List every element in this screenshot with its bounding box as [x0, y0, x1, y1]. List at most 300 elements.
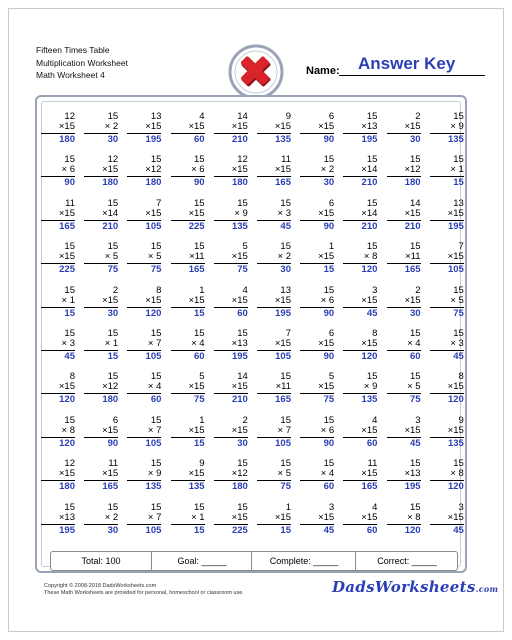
multiplicand: 15: [107, 241, 119, 253]
product-answer: 120: [361, 351, 378, 362]
multiplicand: 14: [237, 371, 248, 383]
multiplicand: 15: [64, 414, 75, 426]
brand-tld: .com: [475, 584, 499, 594]
product-answer: 210: [102, 220, 119, 232]
multiplier: ×15: [430, 382, 464, 394]
multiplicand: 3: [328, 501, 335, 513]
problem-cell: [300, 286, 334, 326]
product-answer: 45: [366, 307, 378, 319]
multiplicand: 15: [107, 111, 119, 122]
problem-cell: [84, 416, 118, 456]
multiplier: × 6: [300, 426, 334, 438]
multiplicand: 15: [107, 197, 119, 209]
multiplier: × 9: [430, 122, 464, 134]
problem-cell: [257, 329, 291, 369]
multiplier: ×15: [214, 513, 248, 525]
problem-cell: [300, 329, 334, 369]
problem-cell: [300, 503, 334, 543]
product-answer: 45: [453, 351, 464, 362]
problem-cell: [41, 242, 75, 282]
multiplier: × 1: [41, 296, 75, 308]
multiplier: × 8: [41, 426, 75, 438]
multiplier: ×15: [387, 296, 421, 308]
multiplier: × 2: [84, 122, 118, 134]
multiplier: ×12: [84, 382, 118, 394]
product-answer: 120: [447, 481, 464, 493]
multiplicand: 15: [366, 197, 378, 209]
multiplier: ×15: [84, 296, 118, 308]
multiplier: ×15: [84, 165, 118, 177]
problem-cell: [343, 503, 377, 543]
problem-cell: [387, 372, 421, 412]
multiplicand: 15: [323, 284, 335, 296]
problem-cell: [343, 112, 377, 152]
multiplicand: 15: [64, 241, 75, 253]
multiplier: ×15: [214, 296, 248, 308]
problem-cell: [387, 459, 421, 499]
multiplicand: 4: [372, 501, 378, 513]
multiplicand: 15: [366, 241, 378, 253]
product-answer: 105: [447, 264, 464, 276]
product-answer: 180: [231, 177, 248, 189]
multiplicand: 15: [280, 241, 291, 253]
product-answer: 210: [361, 220, 378, 232]
problem-cell: [214, 155, 248, 195]
multiplicand: 5: [199, 371, 205, 383]
multiplier: ×14: [84, 209, 118, 221]
problem-cell: [84, 372, 118, 412]
problem-cell: [343, 416, 377, 456]
answer-key-title: Answer Key: [358, 54, 456, 73]
multiplicand: 11: [281, 154, 291, 166]
problem-cell: [214, 372, 248, 412]
product-answer: 105: [145, 220, 162, 232]
multiplier: ×15: [127, 296, 161, 308]
product-answer: 180: [102, 394, 119, 406]
multiplier: ×15: [300, 122, 334, 134]
brand-name: DadsWorksheets: [332, 578, 476, 596]
product-answer: 15: [107, 351, 119, 362]
product-answer: 30: [410, 134, 421, 145]
problem-cell: [257, 155, 291, 195]
product-answer: 105: [145, 437, 162, 449]
problem-cell: [171, 329, 205, 369]
product-answer: 180: [102, 177, 119, 189]
product-answer: 60: [194, 351, 205, 362]
product-answer: 75: [150, 264, 162, 276]
product-answer: 165: [404, 264, 421, 276]
multiplicand: 15: [453, 284, 464, 296]
product-answer: 210: [404, 220, 421, 232]
multiplier: ×15: [343, 296, 377, 308]
product-answer: 180: [145, 177, 162, 189]
red-x-icon: [228, 44, 284, 100]
multiplier: ×15: [171, 382, 205, 394]
multiplicand: 13: [453, 197, 464, 209]
problem-cell: [214, 329, 248, 369]
problem-cell: [343, 459, 377, 499]
score-bar: [50, 551, 458, 571]
multiplier: × 4: [127, 382, 161, 394]
problem-cell: [214, 459, 248, 499]
problem-cell: [171, 372, 205, 412]
problem-cell: [430, 459, 464, 499]
problem-cell: [127, 155, 161, 195]
multiplicand: 15: [410, 154, 421, 166]
problem-cell: [171, 112, 205, 152]
multiplier: × 4: [300, 469, 334, 481]
problem-cell: [257, 416, 291, 456]
multiplicand: 8: [458, 371, 464, 383]
multiplier: ×15: [127, 122, 161, 134]
multiplier: ×15: [430, 252, 464, 264]
problem-cell: [84, 112, 118, 152]
problem-cell: [430, 329, 464, 369]
product-answer: 60: [194, 134, 205, 145]
problem-cell: [171, 199, 205, 239]
product-answer: 45: [280, 220, 291, 232]
multiplier: ×15: [343, 426, 377, 438]
product-answer: 105: [145, 524, 162, 536]
product-answer: 105: [275, 351, 291, 362]
problem-cell: [300, 459, 334, 499]
multiplicand: 11: [108, 458, 119, 470]
multiplier: ×15: [171, 296, 205, 308]
product-answer: 75: [280, 481, 291, 493]
multiplier: × 3: [257, 209, 291, 221]
product-answer: 90: [194, 177, 205, 189]
problem-cell: [430, 199, 464, 239]
multiplicand: 15: [64, 154, 75, 166]
multiplier: × 5: [257, 469, 291, 481]
problem-cell: [127, 199, 161, 239]
product-answer: 45: [64, 351, 75, 362]
multiplier: × 8: [430, 469, 464, 481]
multiplicand: 2: [415, 111, 421, 122]
product-answer: 105: [145, 351, 162, 362]
problem-cell: [387, 286, 421, 326]
problem-cell: [41, 112, 75, 152]
multiplier: ×15: [430, 209, 464, 221]
multiplicand: 1: [285, 501, 291, 513]
goal-field: Goal: _____: [151, 552, 252, 570]
product-answer: 15: [323, 264, 335, 276]
multiplier: × 9: [214, 209, 248, 221]
problem-cell: [300, 199, 334, 239]
product-answer: 75: [194, 394, 205, 406]
multiplier: × 4: [387, 339, 421, 351]
multiplicand: 11: [367, 458, 378, 470]
multiplicand: 1: [328, 241, 335, 253]
product-answer: 30: [107, 307, 119, 319]
problem-cell: [430, 112, 464, 152]
multiplier: ×14: [343, 165, 377, 177]
product-answer: 30: [323, 177, 335, 189]
multiplier: × 2: [257, 252, 291, 264]
multiplicand: 8: [156, 284, 162, 296]
product-answer: 165: [102, 481, 119, 493]
multiplicand: 4: [199, 111, 205, 122]
product-answer: 60: [366, 524, 378, 536]
product-answer: 90: [323, 307, 335, 319]
multiplier: ×12: [214, 469, 248, 481]
product-answer: 120: [145, 307, 162, 319]
problem-cell: [343, 372, 377, 412]
worksheet-header-text: [36, 44, 128, 82]
multiplier: × 7: [127, 339, 161, 351]
multiplier: × 2: [84, 513, 118, 525]
problem-cell: [84, 329, 118, 369]
product-answer: 60: [237, 307, 248, 319]
product-answer: 195: [404, 481, 421, 493]
complete-field: Complete: _____: [251, 552, 356, 570]
multiplicand: 15: [410, 371, 421, 383]
product-answer: 165: [188, 264, 205, 276]
multiplier: × 9: [343, 382, 377, 394]
multiplier: × 1: [171, 513, 205, 525]
product-answer: 30: [237, 437, 248, 449]
multiplier: ×11: [387, 252, 421, 264]
multiplier: ×13: [343, 122, 377, 134]
multiplicand: 9: [285, 111, 291, 122]
multiplier: ×15: [41, 382, 75, 394]
multiplicand: 2: [415, 284, 421, 296]
product-answer: 15: [453, 177, 464, 189]
product-answer: 225: [231, 524, 248, 536]
product-answer: 195: [275, 307, 291, 319]
product-answer: 75: [410, 394, 421, 406]
multiplicand: 15: [150, 501, 162, 513]
multiplier: × 5: [84, 252, 118, 264]
multiplicand: 11: [65, 197, 75, 209]
multiplier: ×15: [257, 339, 291, 351]
product-answer: 135: [145, 481, 162, 493]
problem-grid: [41, 111, 464, 542]
problem-cell: [127, 112, 161, 152]
multiplicand: 15: [453, 154, 464, 166]
product-answer: 90: [64, 177, 75, 189]
multiplier: ×15: [300, 209, 334, 221]
problem-cell: [214, 112, 248, 152]
multiplicand: 15: [194, 154, 205, 166]
multiplicand: 15: [107, 501, 119, 513]
problem-cell: [84, 286, 118, 326]
multiplicand: 15: [366, 111, 378, 122]
multiplicand: 15: [237, 328, 248, 339]
multiplicand: 1: [199, 284, 205, 296]
multiplier: ×15: [257, 296, 291, 308]
multiplicand: 4: [372, 414, 378, 426]
problem-cell: [387, 416, 421, 456]
multiplier: ×15: [343, 513, 377, 525]
multiplier: ×12: [387, 165, 421, 177]
multiplicand: 15: [150, 328, 162, 339]
multiplicand: 3: [458, 501, 464, 513]
multiplier: ×11: [257, 382, 291, 394]
problem-cell: [84, 242, 118, 282]
multiplier: ×15: [214, 382, 248, 394]
problem-cell: [214, 416, 248, 456]
multiplicand: 2: [112, 284, 119, 296]
multiplicand: 15: [453, 458, 464, 470]
multiplicand: 15: [150, 414, 162, 426]
product-answer: 135: [275, 134, 291, 145]
product-answer: 75: [453, 307, 464, 319]
multiplicand: 15: [280, 458, 291, 470]
multiplicand: 5: [242, 241, 248, 253]
product-answer: 60: [323, 481, 335, 493]
product-answer: 105: [275, 437, 291, 449]
multiplier: ×15: [41, 122, 75, 134]
multiplier: ×15: [387, 122, 421, 134]
multiplicand: 2: [242, 414, 248, 426]
problem-cell: [127, 242, 161, 282]
problem-cell: [84, 503, 118, 543]
problem-cell: [171, 459, 205, 499]
problem-cell: [430, 416, 464, 456]
problem-cell: [41, 459, 75, 499]
multiplicand: 12: [64, 111, 75, 122]
product-answer: 165: [275, 177, 291, 189]
product-answer: 15: [194, 437, 205, 449]
problem-cell: [127, 329, 161, 369]
multiplier: ×15: [41, 252, 75, 264]
multiplier: ×15: [84, 469, 118, 481]
multiplicand: 15: [410, 241, 421, 253]
product-answer: 120: [447, 394, 464, 406]
multiplier: ×15: [300, 339, 334, 351]
multiplier: ×15: [430, 426, 464, 438]
multiplier: ×14: [343, 209, 377, 221]
problem-cell: [127, 416, 161, 456]
product-answer: 210: [361, 177, 378, 189]
multiplicand: 15: [237, 501, 248, 513]
multiplier: ×15: [214, 426, 248, 438]
problem-cell: [127, 372, 161, 412]
multiplier: × 1: [430, 165, 464, 177]
multiplier: × 4: [171, 339, 205, 351]
multiplicand: 8: [372, 328, 378, 339]
product-answer: 135: [447, 134, 464, 145]
multiplier: × 5: [387, 382, 421, 394]
problem-cell: [257, 286, 291, 326]
multiplier: ×15: [257, 165, 291, 177]
multiplicand: 15: [410, 458, 421, 470]
problem-cell: [41, 503, 75, 543]
problem-cell: [387, 329, 421, 369]
multiplicand: 6: [112, 414, 119, 426]
multiplier: × 3: [430, 339, 464, 351]
product-answer: 30: [410, 307, 421, 319]
multiplicand: 15: [323, 414, 335, 426]
multiplicand: 15: [323, 458, 335, 470]
multiplicand: 12: [237, 154, 248, 166]
product-answer: 195: [447, 220, 464, 232]
product-answer: 90: [323, 220, 335, 232]
product-answer: 15: [64, 307, 75, 319]
multiplicand: 7: [156, 197, 162, 209]
multiplier: ×15: [214, 122, 248, 134]
problem-cell: [41, 199, 75, 239]
multiplicand: 15: [366, 371, 378, 383]
problem-cell: [343, 199, 377, 239]
multiplier: ×15: [343, 339, 377, 351]
multiplicand: 15: [64, 501, 75, 513]
multiplier: ×15: [214, 252, 248, 264]
multiplier: ×15: [127, 209, 161, 221]
multiplicand: 4: [242, 284, 248, 296]
product-answer: 15: [194, 524, 205, 536]
problem-cell: [343, 329, 377, 369]
problem-cell: [127, 503, 161, 543]
worksheet-title: Fifteen Times Table: [36, 45, 110, 55]
copyright-line: Copyright © 2008-2018 DadsWorksheets.com: [44, 583, 157, 589]
multiplicand: 15: [237, 458, 248, 470]
product-answer: 75: [237, 264, 248, 276]
product-answer: 60: [410, 351, 421, 362]
multiplicand: 7: [458, 241, 464, 253]
multiplicand: 7: [285, 328, 291, 339]
product-answer: 30: [280, 264, 291, 276]
multiplicand: 8: [69, 371, 75, 383]
multiplicand: 15: [194, 328, 205, 339]
multiplicand: 15: [107, 328, 119, 339]
multiplicand: 3: [372, 284, 378, 296]
product-answer: 45: [410, 437, 421, 449]
product-answer: 75: [107, 264, 119, 276]
multiplier: × 6: [171, 165, 205, 177]
multiplicand: 12: [64, 458, 75, 470]
multiplicand: 15: [410, 501, 421, 513]
problem-cell: [430, 155, 464, 195]
product-answer: 195: [231, 351, 248, 362]
product-answer: 135: [231, 220, 248, 232]
product-answer: 75: [323, 394, 335, 406]
multiplicand: 13: [150, 111, 162, 122]
product-answer: 165: [275, 394, 291, 406]
product-answer: 180: [59, 481, 75, 493]
multiplier: × 5: [430, 296, 464, 308]
multiplier: ×15: [84, 426, 118, 438]
multiplier: ×15: [343, 469, 377, 481]
multiplicand: 15: [194, 197, 205, 209]
multiplicand: 9: [199, 458, 205, 470]
copyright-notice: [44, 583, 244, 597]
multiplicand: 3: [415, 414, 421, 426]
product-answer: 30: [107, 134, 119, 145]
problem-cell: [300, 372, 334, 412]
multiplicand: 1: [199, 414, 205, 426]
problem-cell: [127, 459, 161, 499]
problem-cell: [430, 372, 464, 412]
multiplier: × 6: [300, 296, 334, 308]
multiplicand: 15: [410, 328, 421, 339]
multiplier: × 3: [41, 339, 75, 351]
multiplier: ×13: [41, 513, 75, 525]
product-answer: 45: [323, 524, 335, 536]
problem-cell: [257, 372, 291, 412]
product-answer: 90: [323, 134, 335, 145]
problem-cell: [300, 242, 334, 282]
multiplicand: 15: [453, 111, 464, 122]
product-answer: 195: [59, 524, 75, 536]
multiplicand: 15: [150, 241, 162, 253]
problem-cell: [387, 199, 421, 239]
problem-cell: [300, 416, 334, 456]
multiplicand: 14: [410, 197, 421, 209]
multiplier: ×15: [387, 426, 421, 438]
multiplier: ×13: [214, 339, 248, 351]
